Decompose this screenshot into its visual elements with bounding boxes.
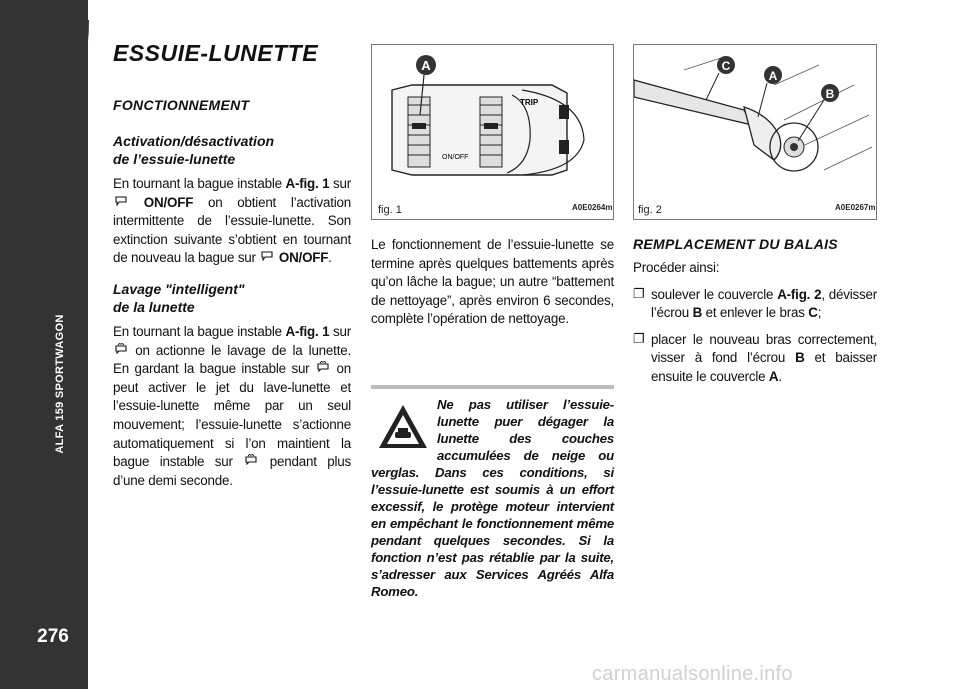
- callout-a: A: [421, 58, 431, 73]
- text-run: A-fig. 1: [285, 176, 330, 191]
- wiper-arm-illustration: [634, 45, 876, 219]
- text-run: A-fig. 2: [777, 286, 822, 302]
- rear-wiper-icon: [115, 194, 127, 213]
- page-number: 276: [37, 626, 69, 647]
- rear-washer-icon: [115, 342, 127, 361]
- subheading-line: Activation/désactivation: [113, 133, 275, 149]
- text-run: B: [692, 305, 703, 321]
- subheading-line: de l’essuie-lunette: [113, 151, 236, 167]
- sidebar-edge-curve: [60, 0, 120, 689]
- list-item-text: [651, 286, 877, 323]
- text-run: ON/OFF: [275, 250, 329, 266]
- warning-rule: [371, 385, 614, 389]
- figure-1-code: A0E0264m: [572, 203, 613, 212]
- rear-wiper-icon: [261, 249, 273, 268]
- list-item: [633, 286, 877, 323]
- callout-c: C: [721, 59, 731, 73]
- subheading-lavage: [113, 280, 351, 316]
- text-run: A-fig. 1: [285, 323, 330, 339]
- text-run: En tournant la bague instable: [113, 323, 286, 339]
- callout-a: A: [768, 69, 778, 83]
- column-3: [633, 236, 877, 387]
- text-run: sur: [329, 323, 351, 339]
- paragraph-fonctionnement: Le fonctionnement de l’essuie-lunette se termine après quelques battements après qu’on lâche la bague; un autre “battement de nettoyage”, après environ 6 secondes, complète l’opération de nettoyage.: [371, 237, 614, 327]
- text-run: on actionne le lavage de la lunette. En gardant la bague instable sur: [113, 342, 351, 377]
- text-run: B: [795, 350, 805, 366]
- text-run: .: [328, 250, 332, 266]
- footer-watermark: carmanualsonline.info: [592, 663, 793, 685]
- figure-2-label: fig. 2: [638, 204, 662, 216]
- rear-washer-icon: [317, 360, 329, 379]
- figure-2-code: A0E0267m: [835, 203, 876, 212]
- text-run: En tournant la bague instable: [113, 176, 286, 191]
- section-heading-fonctionnement: FONCTIONNEMENT: [113, 97, 250, 113]
- subheading-activation: [113, 132, 351, 168]
- section-heading-remplacement: REMPLACEMENT DU BALAIS: [633, 236, 838, 252]
- figure-1: [371, 44, 614, 220]
- paragraph-lavage: [113, 323, 351, 490]
- list-item-text: [651, 331, 877, 387]
- onoff-label: ON/OFF: [442, 154, 469, 161]
- text-run: soulever le couvercle: [651, 286, 778, 302]
- list-item: [633, 331, 877, 387]
- page-title: ESSUIE-LUNETTE: [113, 40, 319, 66]
- figure-2: [633, 44, 877, 220]
- text-run: C: [808, 305, 818, 321]
- column-1: [113, 40, 351, 490]
- paragraph-activation: [113, 175, 351, 268]
- text-run: et baisser ensuite le couvercle: [651, 350, 877, 384]
- text-run: , dévisser l’écrou: [651, 286, 877, 321]
- figure-1-label: fig. 1: [378, 204, 402, 216]
- warning-block: [371, 396, 614, 600]
- rear-washer-icon: [245, 453, 257, 472]
- checkbox-bullet-icon: ❐: [633, 330, 645, 346]
- subheading-line: de la lunette: [113, 298, 195, 315]
- text-run: ;: [817, 305, 822, 321]
- text-run: placer le nouveau bras correctement, visser à fond l’écrou: [651, 331, 877, 366]
- text-run: ON/OFF: [129, 194, 194, 210]
- trip-label: TRIP: [520, 98, 539, 107]
- subheading-line: Lavage "intelligent": [113, 280, 245, 297]
- text-run: on peut activer le jet du lave-lunette et l’essuie-lunette même par un seul mouvement; l’essuie-lunette s’actionne automatiquement si l’on maintient la bague instable sur: [113, 361, 352, 470]
- warning-triangle-icon: [375, 400, 431, 452]
- text-run: on obtient l’activation intermittente de l’essuie-lunette. Son extinction suivante s’obtient en tournant de nouveau la bague sur: [113, 194, 351, 266]
- text-run: pendant plus d’une demi seconde.: [113, 454, 352, 488]
- column-2: [371, 236, 614, 329]
- text-run: .: [778, 368, 782, 384]
- wiper-stalk-illustration: [372, 45, 613, 219]
- sidebar-title: ALFA 159 SPORTWAGON: [54, 314, 66, 454]
- checkbox-bullet-icon: ❐: [633, 285, 645, 301]
- intro-text: Procéder ainsi:: [633, 260, 720, 275]
- text-run: sur: [329, 176, 351, 191]
- warning-text: Ne pas utiliser l’essuie-lunette puer dégager la lunette des couches accumulées de neige ou verglas. Dans ces conditions, si l’essuie-lunette est soumis à un effort excessif, le protège moteur intervient en empêchant le fonctionnement même pendant quelques secondes. Si la fonction n’est pas rétablie par la suite, s’adresser aux Services Agréés Alfa Romeo.: [371, 397, 614, 599]
- text-run: et enlever le bras: [702, 305, 809, 321]
- text-run: A: [768, 368, 779, 384]
- callout-b: B: [825, 87, 835, 101]
